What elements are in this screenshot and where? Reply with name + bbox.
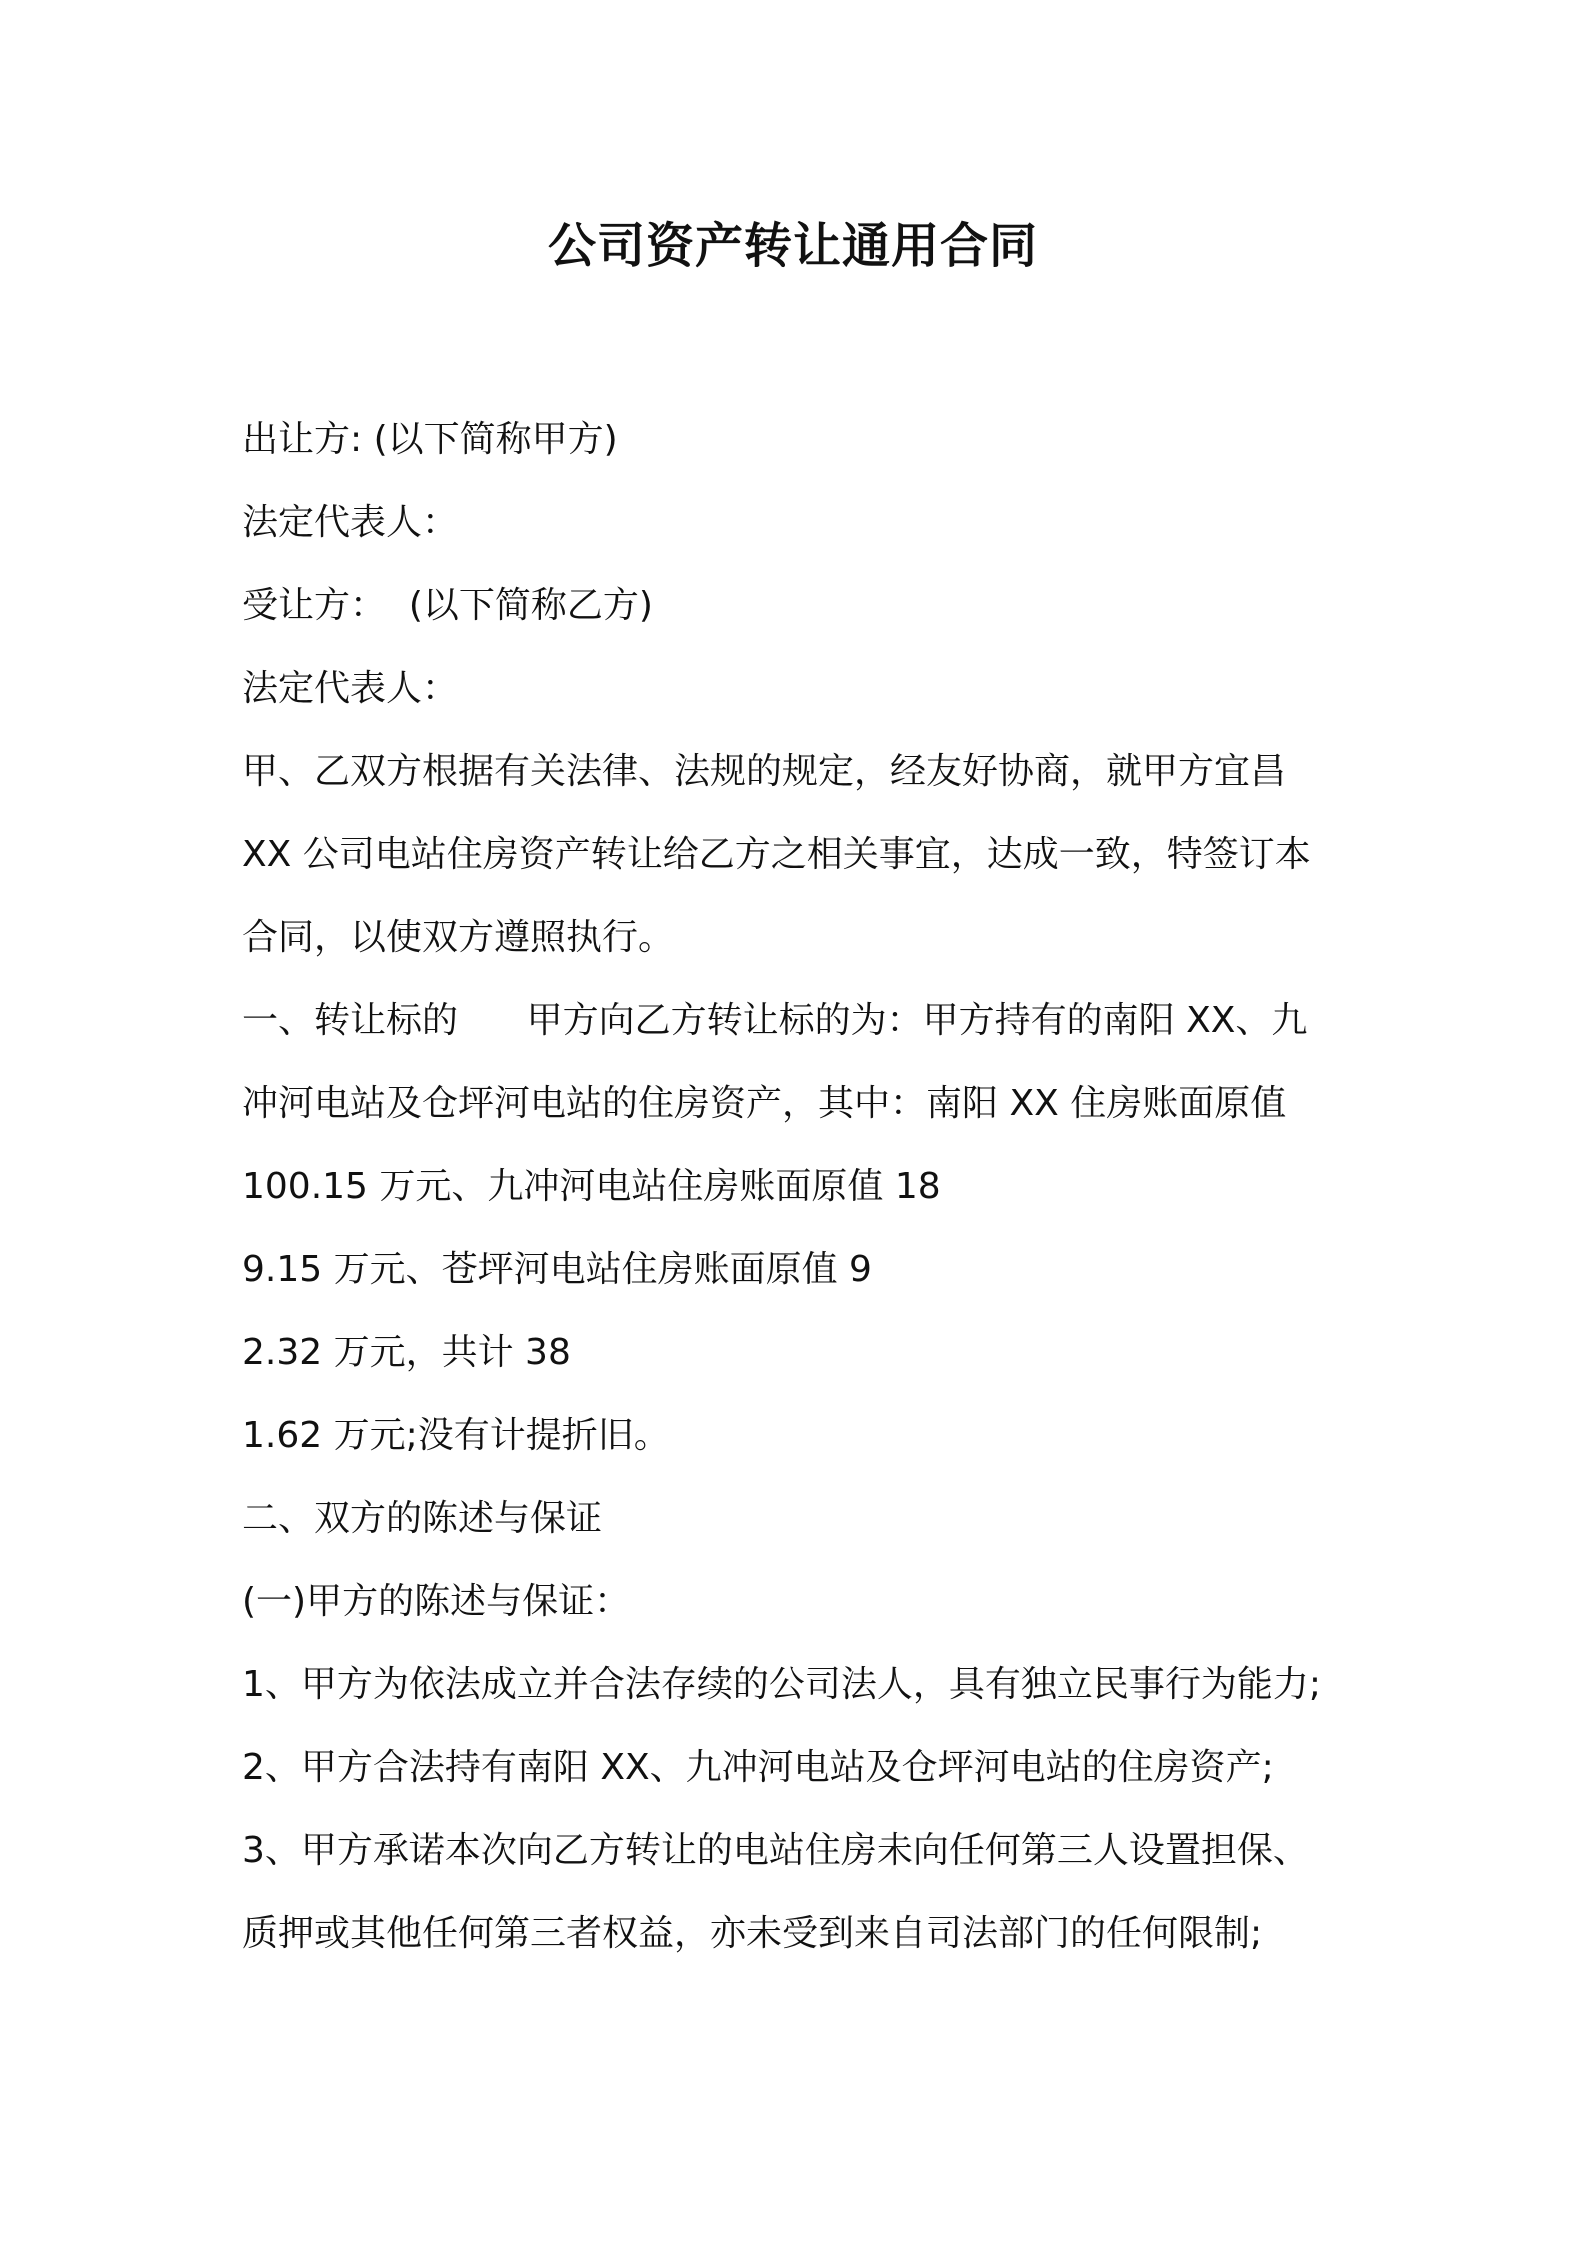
clause-1-line: 1.62 万元;没有计提折旧。 <box>242 1415 670 1456</box>
clause-1-line: 9.15 万元、苍坪河电站住房账面原值 9 <box>242 1249 872 1290</box>
clause-1-line: 2.32 万元，共计 38 <box>242 1332 571 1373</box>
clause-1-line: 冲河电站及仓坪河电站的住房资产，其中：南阳 XX 住房账面原值 <box>242 1083 1287 1124</box>
clause-2-item: 1、甲方为依法成立并合法存续的公司法人，具有独立民事行为能力; <box>242 1664 1322 1705</box>
clause-1-line: 100.15 万元、九冲河电站住房账面原值 18 <box>242 1166 941 1207</box>
party-a-line: 出让方: (以下简称甲方) <box>242 419 618 460</box>
clause-1-line: 一、转让标的 甲方向乙方转让标的为：甲方持有的南阳 XX、九 <box>242 1000 1308 1041</box>
party-b-line: 受让方： (以下简称乙方) <box>242 585 653 626</box>
preamble-line: 合同，以使双方遵照执行。 <box>242 917 675 958</box>
clause-2-subheading: (一)甲方的陈述与保证： <box>242 1581 631 1622</box>
clause-2-item: 质押或其他任何第三者权益，亦未受到来自司法部门的任何限制; <box>242 1913 1263 1954</box>
party-a-representative-line: 法定代表人： <box>242 502 459 543</box>
preamble-line: XX 公司电站住房资产转让给乙方之相关事宜，达成一致，特签订本 <box>242 834 1311 875</box>
party-b-representative-line: 法定代表人： <box>242 668 459 709</box>
preamble-line: 甲、乙双方根据有关法律、法规的规定，经友好协商，就甲方宜昌 <box>242 751 1287 792</box>
clause-2-item: 3、甲方承诺本次向乙方转让的电站住房未向任何第三人设置担保、 <box>242 1830 1309 1871</box>
clause-2-item: 2、甲方合法持有南阳 XX、九冲河电站及仓坪河电站的住房资产; <box>242 1747 1274 1788</box>
document-title: 公司资产转让通用合同 <box>547 218 1038 274</box>
document-body <box>242 398 1362 1975</box>
clause-2-heading: 二、双方的陈述与保证 <box>242 1498 603 1539</box>
